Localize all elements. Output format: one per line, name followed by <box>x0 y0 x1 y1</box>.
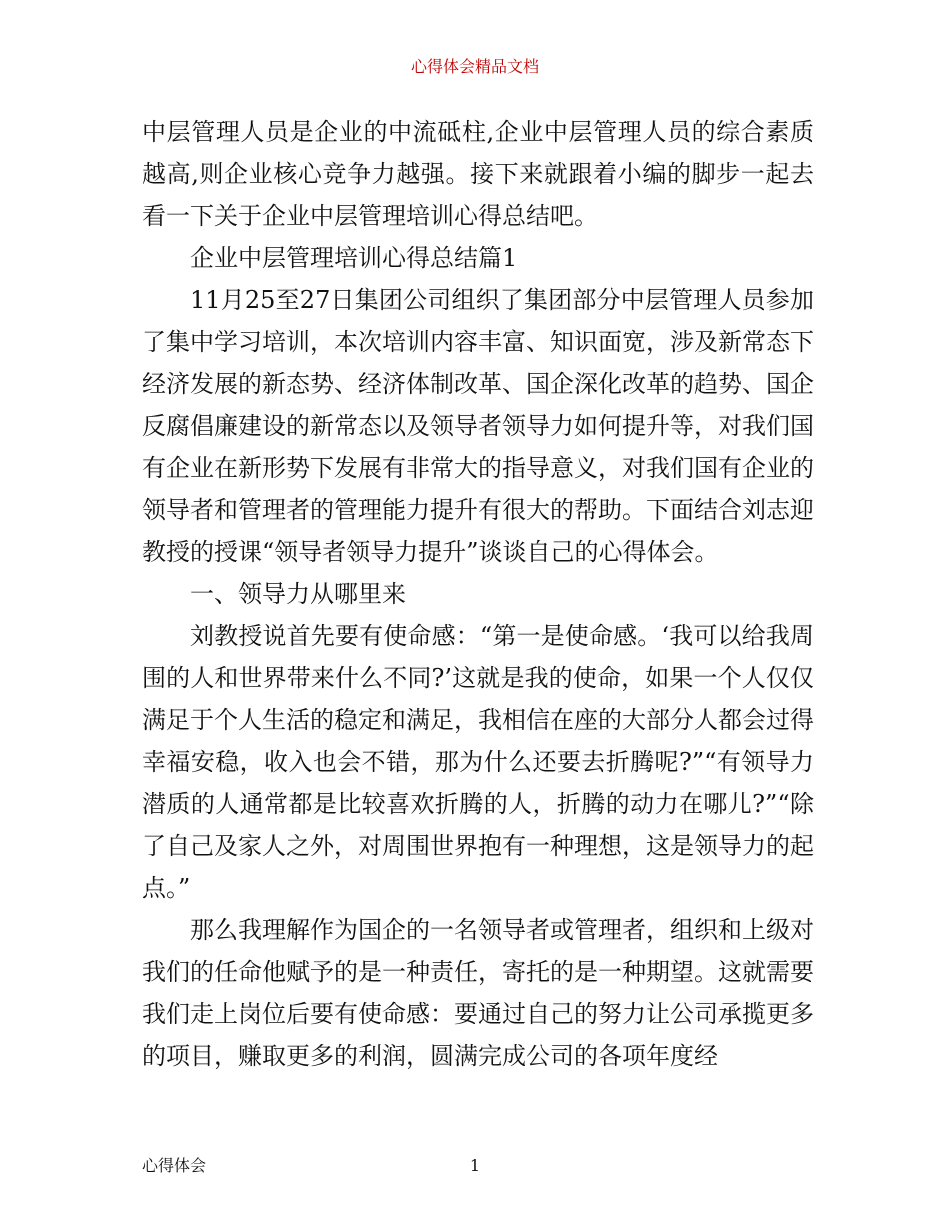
document-body <box>142 111 814 1077</box>
section-heading: 一、领导力从哪里来 <box>190 580 406 608</box>
paragraph: 那么我理解作为国企的一名领导者或管理者，组织和上级对我们的任命他赋予的是一种责任，寄托的是一种期望。这就需要我们走上岗位后要有使命感：要通过自己的努力让公司承揽更多的项目，赚取更多的利润，圆满完成公司的各项年度经 <box>142 916 814 1070</box>
page-header <box>0 56 950 78</box>
header-title: 心得体会精品文档 <box>410 57 539 76</box>
paragraph-intro: 中层管理人员是企业的中流砥柱,企业中层管理人员的综合素质越高,则企业核心竞争力越强。接下来就跟着小编的脚步一起去看一下关于企业中层管理培训心得总结吧。 <box>142 118 814 230</box>
paragraph: 11月25至27日集团公司组织了集团部分中层管理人员参加了集中学习培训，本次培训内容丰富、知识面宽，涉及新常态下经济发展的新态势、经济体制改革、国企深化改革的趋势、国企反腐倡廉建设的新常态以及领导者领导力如何提升等，对我们国有企业在新形势下发展有非常大的指导意义，对我们国有企业的领导者和管理者的管理能力提升有很大的帮助。下面结合刘志迎教授的授课“领导者领导力提升”谈谈自己的心得体会。 <box>142 286 814 566</box>
section-title: 企业中层管理培训心得总结篇1 <box>190 244 518 272</box>
page-number: 1 <box>469 1156 481 1175</box>
paragraph: 刘教授说首先要有使命感：“第一是使命感。‘我可以给我周围的人和世界带来什么不同?’这就是我的使命，如果一个人仅仅满足于个人生活的稳定和满足，我相信在座的大部分人都会过得幸福安稳，收入也会不错，那为什么还要去折腾呢?”“有领导力潜质的人通常都是比较喜欢折腾的人，折腾的动力在哪儿?”“除了自己及家人之外，对周围世界抱有一种理想，这是领导力的起点。” <box>142 622 814 902</box>
footer-label: 心得体会 <box>142 1156 207 1175</box>
